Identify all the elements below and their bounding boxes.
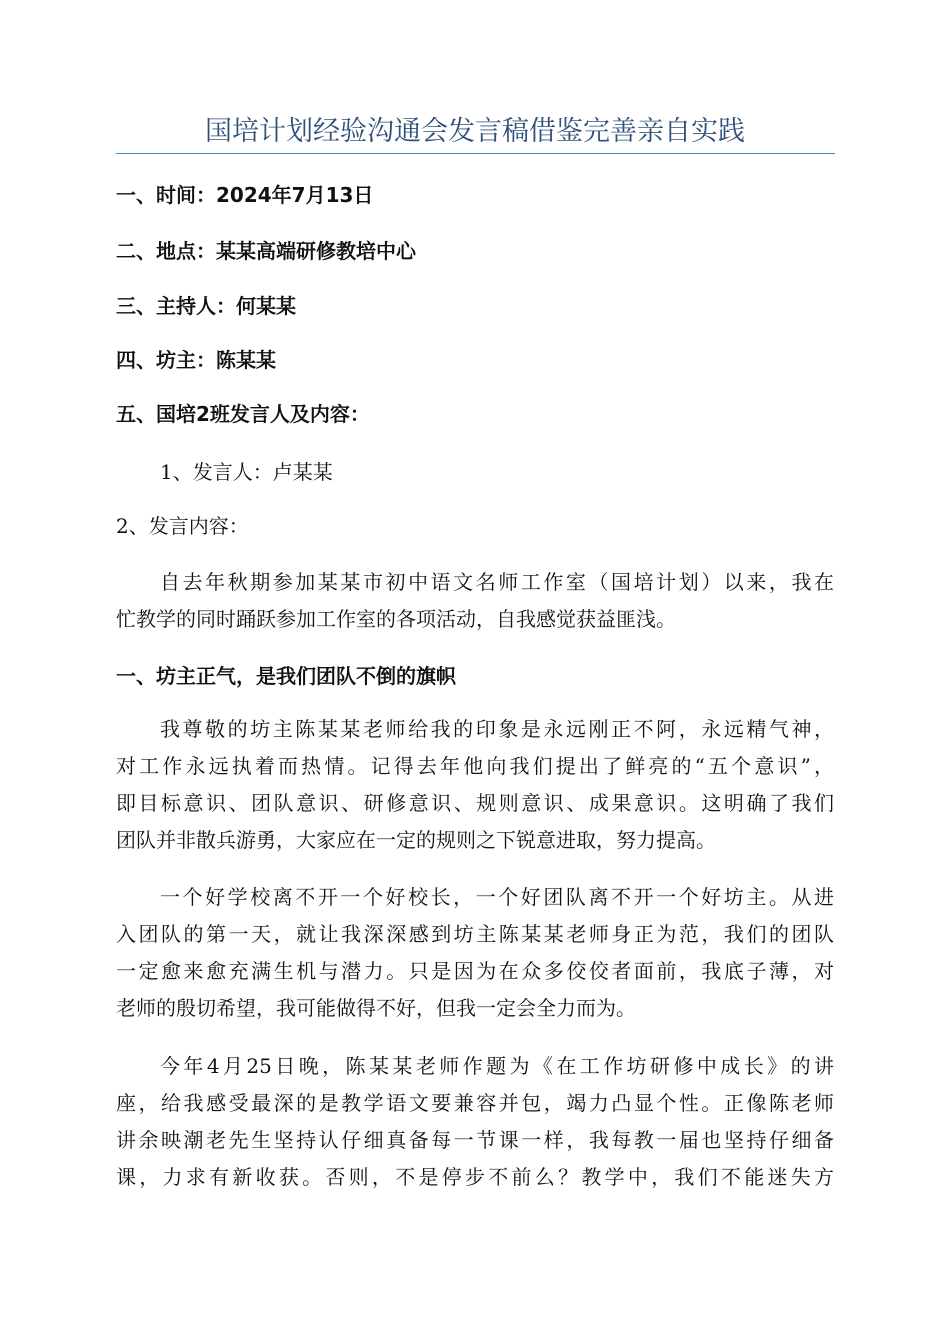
section-heading: 一、坊主正气，是我们团队不倒的旗帜 <box>116 664 456 688</box>
meta-time: 一、时间：2024年7月13日 <box>116 183 374 207</box>
intro-paragraph <box>116 564 834 638</box>
title-underline <box>116 153 835 154</box>
paragraph-line: 对工作永远执着而热情。记得去年他向我们提出了鲜亮的“五个意识”， <box>116 754 834 778</box>
paragraph-line: 即目标意识、团队意识、研修意识、规则意识、成果意识。这明确了我们 <box>116 791 834 815</box>
paragraph-line: 团队并非散兵游勇，大家应在一定的规则之下锐意进取，努力提高。 <box>116 828 716 852</box>
paragraph-line: 老师的殷切希望，我可能做得不好，但我一定会全力而为。 <box>116 996 636 1020</box>
content-label: 2、发言内容： <box>116 514 249 538</box>
paragraph-line: 座，给我感受最深的是教学语文要兼容并包，竭力凸显个性。正像陈老师 <box>116 1091 834 1115</box>
paragraph-line: 一个好学校离不开一个好校长，一个好团队离不开一个好坊主。从进 <box>160 885 834 909</box>
paragraph-line: 忙教学的同时踊跃参加工作室的各项活动，自我感觉获益匪浅。 <box>116 607 676 631</box>
paragraph-line: 课，力求有新收获。否则，不是停步不前么？教学中，我们不能迷失方 <box>116 1165 834 1189</box>
paragraph-line: 自去年秋期参加某某市初中语文名师工作室（国培计划）以来，我在 <box>160 570 834 594</box>
paragraph-line: 我尊敬的坊主陈某某老师给我的印象是永远刚正不阿，永远精气神， <box>160 717 834 741</box>
document-title: 国培计划经验沟通会发言稿借鉴完善亲自实践 <box>205 116 745 147</box>
speaker-item: 1、发言人：卢某某 <box>160 460 333 484</box>
paragraph-line: 今年4月25日晚，陈某某老师作题为《在工作坊研修中成长》的讲 <box>160 1054 834 1078</box>
meta-owner: 四、坊主：陈某某 <box>116 348 276 372</box>
paragraph-line: 入团队的第一天，就让我深深感到坊主陈某某老师身正为范，我们的团队 <box>116 922 834 946</box>
body-paragraph-2 <box>116 879 834 1027</box>
meta-host: 三、主持人：何某某 <box>116 294 296 318</box>
paragraph-line: 讲余映潮老先生坚持认仔细真备每一节课一样，我每教一届也坚持仔细备 <box>116 1128 834 1152</box>
body-paragraph-3 <box>116 1048 834 1196</box>
body-paragraph-1 <box>116 711 834 859</box>
meta-speakers: 五、国培2班发言人及内容： <box>116 402 370 426</box>
meta-place: 二、地点：某某高端研修教培中心 <box>116 239 416 263</box>
paragraph-line: 一定愈来愈充满生机与潜力。只是因为在众多佼佼者面前，我底子薄，对 <box>116 959 834 983</box>
